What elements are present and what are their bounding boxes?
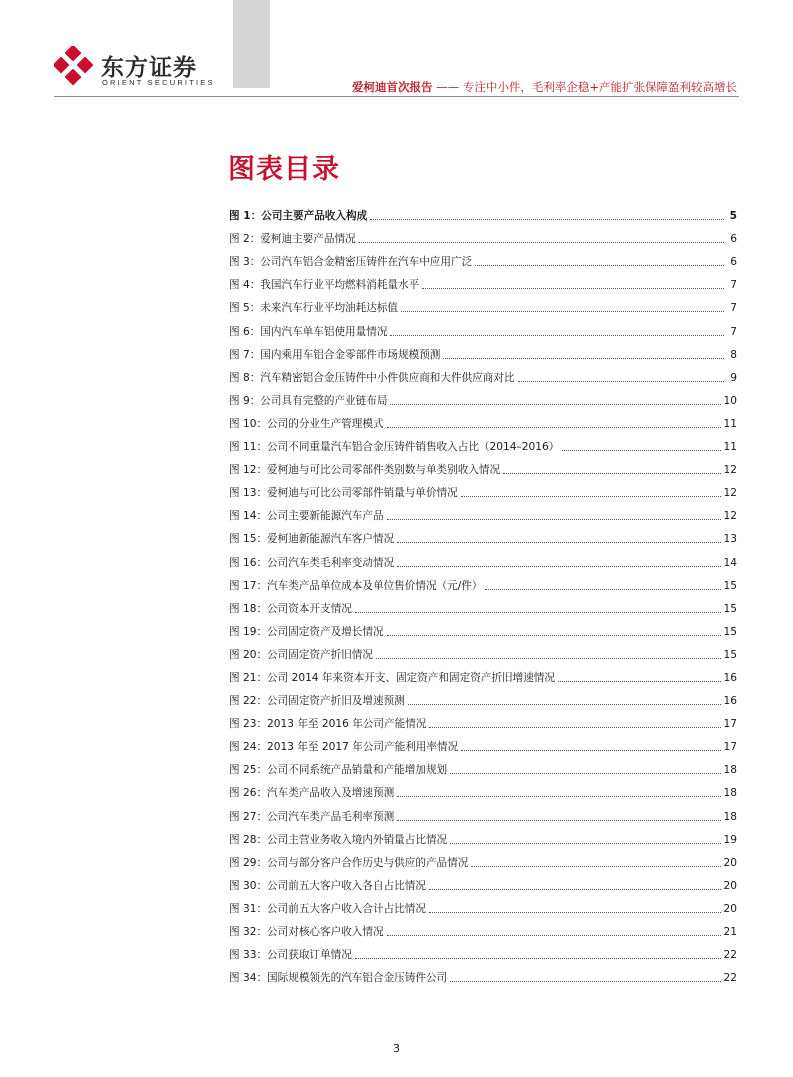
toc-leader-dots — [387, 634, 721, 636]
toc-leader-dots — [397, 795, 720, 797]
toc-entry[interactable] — [229, 754, 737, 777]
toc-leader-dots — [558, 680, 721, 682]
toc-entry-page: 8 — [730, 348, 737, 361]
toc-entry-label: 图 21：公司 2014 年来资本开支、固定资产和固定资产折旧增速情况 — [229, 671, 555, 684]
toc-leader-dots — [475, 264, 724, 266]
toc-leader-dots — [562, 449, 720, 451]
toc-entry-label: 图 30：公司前五大客户收入各自占比情况 — [229, 879, 426, 892]
toc-leader-dots — [376, 657, 721, 659]
toc-entry-label: 图 28：公司主营业务收入境内外销量占比情况 — [229, 833, 448, 846]
toc-entry-label: 图 11：公司不同重量汽车铝合金压铸件销售收入占比（2014–2016） — [229, 441, 560, 454]
toc-entry[interactable] — [229, 223, 737, 246]
toc-leader-dots — [450, 772, 720, 774]
toc-entry-page: 9 — [730, 371, 737, 384]
toc-leader-dots — [503, 472, 720, 474]
toc-entry-page: 15 — [723, 602, 737, 615]
page-number: 3 — [393, 1042, 400, 1055]
toc-entry-label: 图 17：汽车类产品单位成本及单位售价情况（元/件） — [229, 579, 483, 592]
toc-entry-label: 图 33：公司获取订单情况 — [229, 949, 352, 962]
toc-entry-label: 图 8：汽车精密铝合金压铸件中小件供应商和大件供应商对比 — [229, 371, 515, 384]
toc-entry-label: 图 12：爱柯迪与可比公司零部件类别数与单类别收入情况 — [229, 464, 501, 477]
toc-entry-label: 图 26：汽车类产品收入及增速预测 — [229, 787, 395, 800]
toc-entry-label: 图 31：公司前五大客户收入合计占比情况 — [229, 902, 426, 915]
toc-entry-label: 图 2：爱柯迪主要产品情况 — [229, 233, 356, 246]
toc-leader-dots — [355, 611, 721, 613]
toc-entry[interactable] — [229, 292, 737, 315]
toc-entry-label: 图 5：未来汽车行业平均油耗达标值 — [229, 302, 399, 315]
toc-entry[interactable] — [229, 662, 737, 685]
toc-entry-page: 22 — [723, 949, 737, 962]
toc-entry-page: 15 — [723, 579, 737, 592]
toc-leader-dots — [461, 749, 720, 751]
toc-entry-page: 19 — [723, 833, 737, 846]
toc-entry-page: 15 — [723, 625, 737, 638]
toc-entry[interactable] — [229, 800, 737, 823]
report-subtitle: 专注中小件，毛利率企稳+产能扩张保障盈利较高增长 — [462, 80, 737, 94]
toc-entry[interactable] — [229, 454, 737, 477]
toc-entry[interactable] — [229, 824, 737, 847]
toc-leader-dots — [450, 842, 720, 844]
toc-entry-label: 图 4：我国汽车行业平均燃料消耗量水平 — [229, 279, 420, 292]
toc-entry-label: 图 14：公司主要新能源汽车产品 — [229, 510, 384, 523]
company-name-en: ORIENT SECURITIES — [102, 78, 215, 87]
toc-entry-page: 7 — [730, 325, 737, 338]
toc-entry[interactable] — [229, 616, 737, 639]
toc-leader-dots — [390, 403, 720, 405]
toc-entry[interactable] — [229, 870, 737, 893]
toc-entry[interactable] — [229, 685, 737, 708]
toc-leader-dots — [397, 819, 720, 821]
toc-leader-dots — [401, 310, 724, 312]
toc-leader-dots — [408, 703, 721, 705]
toc-entry-label: 图 22：公司固定资产折旧及增速预测 — [229, 695, 405, 708]
toc-leader-dots — [518, 380, 724, 382]
toc-entry-label: 图 24：2013 年至 2017 年公司产能利用率情况 — [229, 741, 459, 754]
toc-leader-dots — [422, 287, 724, 289]
toc-leader-dots — [485, 588, 720, 590]
toc-entry-page: 12 — [723, 487, 737, 500]
toc-entry-page: 11 — [723, 417, 737, 430]
toc-entry[interactable] — [229, 500, 737, 523]
toc-entry-page: 14 — [723, 556, 737, 569]
toc-entry-page: 18 — [723, 810, 737, 823]
toc-leader-dots — [387, 518, 721, 520]
title-separator: —— — [432, 80, 463, 94]
toc-entry-label: 图 18：公司资本开支情况 — [229, 602, 352, 615]
toc-entry[interactable] — [229, 523, 737, 546]
toc-leader-dots — [397, 541, 720, 543]
toc-entry-page: 18 — [723, 764, 737, 777]
toc-entry-page: 20 — [723, 879, 737, 892]
toc-entry[interactable] — [229, 962, 737, 985]
toc-entry[interactable] — [229, 477, 737, 500]
toc-entry-label: 图 15：爱柯迪新能源汽车客户情况 — [229, 533, 395, 546]
toc-entry-page: 6 — [730, 233, 737, 246]
toc-entry[interactable] — [229, 593, 737, 616]
toc-leader-dots — [387, 934, 721, 936]
toc-leader-dots — [443, 357, 724, 359]
toc-entry[interactable] — [229, 385, 737, 408]
toc-leader-dots — [429, 911, 721, 913]
toc-entry-label: 图 16：公司汽车类毛利率变动情况 — [229, 556, 395, 569]
toc-entry-page: 7 — [730, 302, 737, 315]
toc-entry[interactable] — [229, 546, 737, 569]
toc-entry-label: 图 1：公司主要产品收入构成 — [229, 210, 368, 223]
toc-leader-dots — [471, 865, 720, 867]
logo-mark-icon — [54, 46, 94, 86]
toc-entry[interactable] — [229, 731, 737, 754]
toc-entry-page: 17 — [723, 718, 737, 731]
toc-entry-page: 12 — [723, 510, 737, 523]
toc-entry-label: 图 27：公司汽车类产品毛利率预测 — [229, 810, 395, 823]
toc-entry[interactable] — [229, 777, 737, 800]
toc-entry[interactable] — [229, 916, 737, 939]
toc-entry-label: 图 32：公司对核心客户收入情况 — [229, 926, 384, 938]
toc-leader-dots — [397, 565, 720, 567]
toc-entry-page: 16 — [723, 671, 737, 684]
toc-entry-page: 12 — [723, 464, 737, 477]
toc-entry-page: 6 — [730, 256, 737, 269]
header-gray-band — [233, 0, 270, 88]
toc-entry-page: 21 — [723, 926, 737, 938]
toc-entry-page: 5 — [729, 210, 737, 223]
toc-leader-dots — [429, 726, 720, 728]
toc-entry-page: 20 — [723, 856, 737, 869]
toc-title: 图表目录 — [228, 154, 340, 185]
toc-entry[interactable] — [229, 269, 737, 292]
toc-entry[interactable] — [229, 708, 737, 731]
toc-entry-label: 图 29：公司与部分客户合作历史与供应的产品情况 — [229, 856, 469, 869]
toc-leader-dots — [461, 495, 721, 497]
header-divider — [54, 96, 739, 97]
toc-entry-label: 图 34：国际规模领先的汽车铝合金压铸件公司 — [229, 972, 448, 985]
toc-entry-label: 图 9：公司具有完整的产业链布局 — [229, 394, 388, 407]
toc-leader-dots — [370, 218, 724, 220]
toc-leader-dots — [390, 334, 724, 336]
toc-entry-page: 20 — [723, 902, 737, 915]
toc-entry-page: 10 — [723, 394, 737, 407]
toc-entry-page: 11 — [723, 441, 737, 454]
toc-leader-dots — [359, 241, 724, 243]
toc-entry-page: 16 — [723, 695, 737, 708]
toc-entry-page: 15 — [723, 648, 737, 661]
toc-entry-label: 图 6：国内汽车单车铝使用量情况 — [229, 325, 388, 338]
toc-entry[interactable] — [229, 893, 737, 916]
toc-entry-label: 图 23：2013 年至 2016 年公司产能情况 — [229, 718, 427, 731]
toc-entry[interactable] — [229, 408, 737, 431]
toc-entry-label: 图 10：公司的分业生产管理模式 — [229, 417, 384, 430]
toc-entry-page: 22 — [723, 972, 737, 985]
company-name-cn: 东方证券 — [101, 55, 197, 81]
toc-entry[interactable] — [229, 570, 737, 593]
toc-entry-label: 图 7：国内乘用车铝合金零部件市场规模预测 — [229, 348, 441, 361]
toc-entry-label: 图 20：公司固定资产折旧情况 — [229, 648, 373, 661]
toc-entry[interactable] — [229, 200, 737, 223]
toc-entry-page: 7 — [730, 279, 737, 292]
toc-entry[interactable] — [229, 639, 737, 662]
toc-entry-page: 17 — [723, 741, 737, 754]
toc-leader-dots — [355, 957, 721, 959]
toc-leader-dots — [387, 426, 721, 428]
toc-entry-label: 图 3：公司汽车铝合金精密压铸件在汽车中应用广泛 — [229, 256, 473, 269]
company-logo — [54, 44, 224, 94]
toc-entry[interactable] — [229, 939, 737, 962]
toc-entry-page: 13 — [723, 533, 737, 546]
toc-entry-label: 图 25：公司不同系统产品销量和产能增加规划 — [229, 764, 448, 777]
report-header — [352, 79, 737, 95]
toc-entry-page: 18 — [723, 787, 737, 800]
report-title: 爱柯迪首次报告 — [352, 80, 433, 94]
toc-entry-label: 图 19：公司固定资产及增长情况 — [229, 625, 384, 638]
toc-leader-dots — [450, 980, 720, 982]
toc-list — [229, 200, 737, 985]
toc-entry[interactable] — [229, 339, 737, 362]
toc-entry[interactable] — [229, 362, 737, 385]
toc-leader-dots — [429, 888, 721, 890]
toc-entry[interactable] — [229, 431, 737, 454]
toc-entry[interactable] — [229, 315, 737, 338]
toc-entry-label: 图 13：爱柯迪与可比公司零部件销量与单价情况 — [229, 487, 458, 500]
toc-entry[interactable] — [229, 246, 737, 269]
toc-entry[interactable] — [229, 847, 737, 870]
